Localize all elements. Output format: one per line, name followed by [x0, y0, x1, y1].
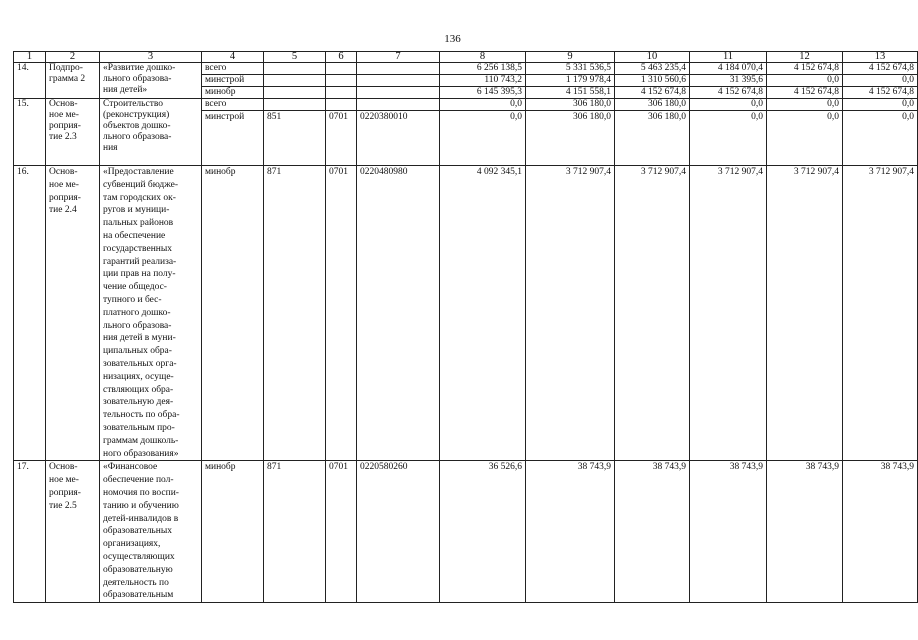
amount: 306 180,0 [615, 99, 690, 111]
program-budget-table [13, 51, 918, 603]
header-cell: 3 [100, 52, 202, 63]
amount: 0,0 [440, 111, 526, 166]
table-row [14, 166, 918, 461]
amount: 0,0 [440, 99, 526, 111]
amount: 4 092 345,1 [440, 166, 526, 461]
executor: всего [202, 99, 264, 111]
amount: 4 152 674,8 [843, 63, 918, 75]
header-cell: 13 [843, 52, 918, 63]
amount: 0,0 [690, 111, 767, 166]
rzpr-code: 0701 [326, 166, 357, 461]
page-number: 136 [444, 33, 461, 45]
amount: 1 310 560,6 [615, 75, 690, 87]
csr-code: 0220580260 [357, 461, 440, 603]
amount: 4 184 070,4 [690, 63, 767, 75]
header-cell: 1 [14, 52, 46, 63]
csr-code: 0220380010 [357, 111, 440, 166]
amount: 0,0 [843, 111, 918, 166]
amount: 0,0 [767, 99, 843, 111]
amount: 38 743,9 [690, 461, 767, 603]
amount: 31 395,6 [690, 75, 767, 87]
csr-code [357, 99, 440, 111]
header-cell: 7 [357, 52, 440, 63]
amount: 4 151 558,1 [526, 87, 615, 99]
row-number: 14. [14, 63, 46, 99]
grbs-code [264, 63, 326, 75]
csr-code: 0220480980 [357, 166, 440, 461]
amount: 3 712 907,4 [690, 166, 767, 461]
table-row [14, 461, 918, 603]
amount: 0,0 [843, 75, 918, 87]
amount: 3 712 907,4 [615, 166, 690, 461]
amount: 38 743,9 [526, 461, 615, 603]
amount: 3 712 907,4 [843, 166, 918, 461]
header-cell: 11 [690, 52, 767, 63]
item-title: «Предоставление субвенций бюдже- там городских ок- ругов и муници- пальных районов на обеспечение государственных гарантий реализа- ции прав на полу- чение общедос- тупного и бес- платного дошко- льного образова- ния детей в муни- ципальных обра- зовательных орга- низациях, осуще- ствляющих обра- зовательную дея- тельность по обра- зовательным про- граммам дошколь- ного образования» [100, 166, 202, 461]
amount: 38 743,9 [615, 461, 690, 603]
item-name: Основ- ное ме- роприя- тие 2.5 [46, 461, 100, 603]
csr-code [357, 63, 440, 75]
header-row [14, 52, 918, 63]
table-row [14, 99, 918, 111]
header-cell: 12 [767, 52, 843, 63]
header-cell: 8 [440, 52, 526, 63]
amount: 0,0 [690, 99, 767, 111]
item-name: Основ- ное ме- роприя- тие 2.4 [46, 166, 100, 461]
amount: 3 712 907,4 [767, 166, 843, 461]
amount: 5 331 536,5 [526, 63, 615, 75]
amount: 306 180,0 [615, 111, 690, 166]
header-cell: 9 [526, 52, 615, 63]
amount: 5 463 235,4 [615, 63, 690, 75]
amount: 110 743,2 [440, 75, 526, 87]
item-title: Строительство (реконструкция) объектов дошко- льного образова- ния [100, 99, 202, 166]
amount: 38 743,9 [767, 461, 843, 603]
item-name: Основ- ное ме- роприя- тие 2.3 [46, 99, 100, 166]
row-number: 15. [14, 99, 46, 166]
rzpr-code [326, 99, 357, 111]
amount: 38 743,9 [843, 461, 918, 603]
item-name: Подпро- грамма 2 [46, 63, 100, 99]
amount: 0,0 [767, 75, 843, 87]
item-title: «Развитие дошко- льного образова- ния детей» [100, 63, 202, 99]
item-title: «Финансовое обеспечение пол- номочия по воспи- танию и обучению детей-инвалидов в образовательных организациях, осуществляющих образовательную деятельность по образовательным [100, 461, 202, 603]
rzpr-code [326, 63, 357, 75]
row-number: 16. [14, 166, 46, 461]
header-cell: 5 [264, 52, 326, 63]
amount: 36 526,6 [440, 461, 526, 603]
amount: 4 152 674,8 [615, 87, 690, 99]
grbs-code [264, 87, 326, 99]
grbs-code [264, 99, 326, 111]
executor: всего [202, 63, 264, 75]
amount: 6 256 138,5 [440, 63, 526, 75]
executor: минстрой [202, 111, 264, 166]
executor: минобр [202, 461, 264, 603]
amount: 0,0 [767, 111, 843, 166]
amount: 3 712 907,4 [526, 166, 615, 461]
amount: 4 152 674,8 [690, 87, 767, 99]
rzpr-code: 0701 [326, 461, 357, 603]
amount: 6 145 395,3 [440, 87, 526, 99]
csr-code [357, 87, 440, 99]
amount: 306 180,0 [526, 99, 615, 111]
header-cell: 10 [615, 52, 690, 63]
executor: минстрой [202, 75, 264, 87]
rzpr-code [326, 87, 357, 99]
grbs-code: 871 [264, 166, 326, 461]
row-number: 17. [14, 461, 46, 603]
table-row [14, 63, 918, 75]
rzpr-code: 0701 [326, 111, 357, 166]
amount: 306 180,0 [526, 111, 615, 166]
grbs-code: 871 [264, 461, 326, 603]
amount: 4 152 674,8 [767, 87, 843, 99]
header-cell: 4 [202, 52, 264, 63]
rzpr-code [326, 75, 357, 87]
grbs-code: 851 [264, 111, 326, 166]
executor: минобр [202, 166, 264, 461]
amount: 4 152 674,8 [767, 63, 843, 75]
grbs-code [264, 75, 326, 87]
amount: 0,0 [843, 99, 918, 111]
executor: минобр [202, 87, 264, 99]
amount: 4 152 674,8 [843, 87, 918, 99]
header-cell: 2 [46, 52, 100, 63]
amount: 1 179 978,4 [526, 75, 615, 87]
header-cell: 6 [326, 52, 357, 63]
csr-code [357, 75, 440, 87]
